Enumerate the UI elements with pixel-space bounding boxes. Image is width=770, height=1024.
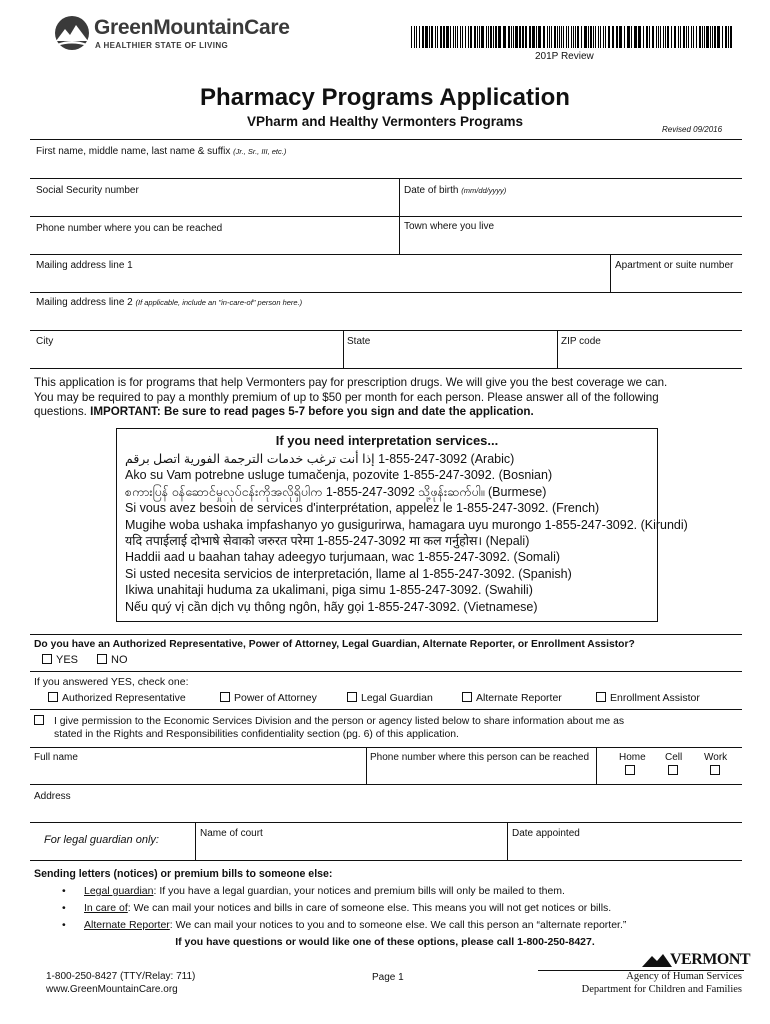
name-hint: (Jr., Sr., III, etc.) [233,147,287,156]
barcode-bar [566,26,567,48]
name-field-label[interactable] [36,146,286,157]
lang-french: Si vous avez besoin de services d'interprétation, appelez le 1-855-247-3092. (French) [125,501,600,516]
yes-checkbox-box[interactable] [42,654,52,664]
dob-hint: (mm/dd/yyyy) [461,186,507,195]
notice-term: Alternate Reporter [84,919,170,931]
barcode-bar [714,26,716,48]
divider [30,292,742,293]
notice-term: Legal guardian [84,885,154,897]
intro-line-1: This application is for programs that help Vermonters pay for prescription drugs. We will give you the best coverage we can. [34,376,668,389]
barcode-bar [581,26,582,48]
barcode-bar [702,26,703,48]
barcode-bar [508,26,510,48]
no-checkbox-box[interactable] [97,654,107,664]
phone-type-cell-label: Cell [665,752,683,763]
notice-text: : We can mail your notices and bills in care of someone else. This means you will not get notices or bills. [127,902,612,914]
page-title: Pharmacy Programs Application [200,84,570,111]
vermont-logo [538,950,751,970]
logo [54,14,294,56]
checkbox[interactable] [48,692,58,702]
option-enrollment-assistor[interactable] [596,692,700,704]
lang-kirundi: Mugihe woba ushaka impfashanyo yo gusigurirwa, hamagara uyu murongo 1-855-247-3092. (Kirundi) [125,517,688,532]
footer-contact [46,970,195,996]
barcode-bar [488,26,489,48]
option-authorized-representative[interactable] [48,692,186,704]
barcode-bar [479,26,480,48]
barcode-bar [588,26,589,48]
cell-checkbox[interactable] [668,765,678,775]
intro-important: IMPORTANT: Be sure to read pages 5-7 before you sign and date the application. [90,405,534,419]
barcode-bar [584,26,587,48]
barcode-bar [490,26,492,48]
barcode-bar [525,26,527,48]
barcode-graphic [411,26,733,48]
lang-bosnian: Ako su Vam potrebne usluge tumačenja, pozovite 1-855-247-3092. (Bosnian) [125,468,553,483]
bullet-icon: • [62,919,66,931]
barcode-bar [671,26,672,48]
option-legal-guardian[interactable] [347,692,433,704]
form-code: 201P Review [535,51,594,62]
barcode-bar [706,26,709,48]
barcode-bar [691,26,692,48]
interpretation-box [116,428,688,622]
barcode-bar [416,26,417,48]
barcode-bar [498,26,501,48]
phone-type-home-label: Home [619,752,646,763]
barcode-bar [557,26,558,48]
barcode-bar [665,26,666,48]
barcode-bar [468,26,469,48]
barcode-bar [543,26,545,48]
barcode-bar [460,26,461,48]
barcode-bar [462,26,463,48]
barcode-bar [658,26,659,48]
divider [30,860,742,861]
rep-full-name-label[interactable]: Full name [34,752,78,763]
option-label: Power of Attorney [234,692,317,704]
checkbox[interactable] [462,692,472,702]
barcode-bar [593,26,594,48]
barcode-bar [446,26,449,48]
footer-website[interactable]: www.GreenMountainCare.org [46,984,178,995]
barcode-bar [549,26,550,48]
mailing2-label-text: Mailing address line 2 [36,297,133,308]
barcode-bar [571,26,572,48]
divider [366,747,367,784]
footer-agency: Agency of Human Services [626,971,742,982]
barcode-bar [536,26,537,48]
barcode-bar [656,26,657,48]
divider [30,330,742,331]
home-checkbox[interactable] [625,765,635,775]
barcode-bar [455,26,456,48]
barcode-bar [481,26,484,48]
barcode-bar [431,26,433,48]
state-field-label[interactable]: State [347,336,371,347]
divider [399,216,400,254]
vermont-wordmark: VERMONT [670,951,751,968]
dob-field-label[interactable] [404,185,506,196]
barcode-bar [511,26,512,48]
barcode-bar [631,26,632,48]
barcode-bar [486,26,487,48]
rep-address-label[interactable]: Address [34,791,71,802]
barcode-bar [612,26,614,48]
page-subtitle: VPharm and Healthy Vermonters Programs [246,114,524,129]
barcode-bar [603,26,604,48]
mailing2-field-label[interactable] [36,297,302,308]
option-alternate-reporter[interactable] [462,692,562,704]
phone-field-label[interactable]: Phone number where you can be reached [36,223,223,234]
barcode-bar [688,26,689,48]
barcode-bar [551,26,552,48]
rep-phone-label[interactable]: Phone number where this person can be reached [370,752,590,763]
divider [30,709,742,710]
barcode-bar [493,26,494,48]
divider [343,330,344,368]
barcode-bar [693,26,694,48]
barcode-bar [495,26,497,48]
barcode-bar [538,26,541,48]
yes-checkbox[interactable] [42,654,78,666]
lang-burmese: စကားပြန် ဝန်ဆောင်မှုလုပ်ငန်းကိုအလိုရှိပါက 1-855-247-3092 သို့ဖုန်းဆက်ပါ။ (Burmese) [125,484,547,499]
barcode-bar [515,26,518,48]
barcode-bar [443,26,445,48]
permission-text [54,715,624,741]
barcode-bar [649,26,650,48]
barcode-bar [598,26,599,48]
date-appointed-label[interactable]: Date appointed [512,828,580,839]
barcode-bar [683,26,685,48]
barcode-bar [547,26,548,48]
logo-tagline: A HEALTHIER STATE OF LIVING [95,41,229,50]
barcode-bar [522,26,524,48]
divider [30,784,742,785]
intro-line-2: You may be required to pay a monthly premium of up to $50 per month for each person. Please answer all of the following [34,390,659,404]
barcode-bar [680,26,681,48]
notice-in-care-of [84,902,611,914]
intro-line-3-pre: questions. [34,405,87,419]
divider [507,822,508,860]
barcode-bar [643,26,644,48]
barcode-bar [457,26,458,48]
barcode-bar [568,26,569,48]
barcode-bar [600,26,601,48]
barcode-bar [728,26,729,48]
barcode-bar [425,26,428,48]
divider [30,634,742,635]
ssn-field-label[interactable]: Social Security number [36,185,139,196]
footer-phone: 1-800-250-8427 (TTY/Relay: 711) [46,971,196,982]
barcode-bar [605,26,606,48]
barcode-bar [519,26,521,48]
barcode-bar [470,26,472,48]
notice-text: : If you have a legal guardian, your notices and premium bills will only be mailed to them. [153,885,565,897]
form-top-border [30,139,742,140]
option-label: Legal Guardian [361,692,433,704]
work-checkbox[interactable] [710,765,720,775]
barcode-bar [577,26,579,48]
logo-name: GreenMountainCare [94,16,290,39]
barcode-bar [513,26,514,48]
lang-nepali: यदि तपाईलाई दोभाषे सेवाको जरुरत परेमा 1-855-247-3092 मा कल गर्नुहोस। (Nepali) [125,534,530,549]
barcode-bar [686,26,687,48]
notices-call: If you have questions or would like one of these options, please call 1-800-250-8427. [175,936,595,948]
notices-title: Sending letters (notices) or premium bills to someone else: [34,868,333,880]
dob-label-text: Date of birth [404,185,459,196]
barcode-bar [595,26,596,48]
name-label-text: First name, middle name, last name & suffix [36,146,231,157]
notice-alternate-reporter [84,919,626,931]
barcode-bar [660,26,661,48]
barcode-bar [704,26,705,48]
divider [399,178,400,216]
barcode-bar [608,26,610,48]
interpretation-title: If you need interpretation services... [275,433,499,448]
barcode-bar [725,26,727,48]
barcode-bar [465,26,466,48]
notice-term: In care of [84,902,128,914]
barcode-bar [667,26,669,48]
checkbox[interactable] [220,692,230,702]
barcode-bar [699,26,701,48]
bullet-icon: • [62,902,66,914]
phone-type-work-label: Work [704,752,728,763]
divider [30,178,742,179]
barcode-bar [627,26,630,48]
barcode-bar [730,26,732,48]
barcode-bar [429,26,430,48]
permission-checkbox[interactable] [34,715,44,725]
barcode-bar [696,26,697,48]
divider [30,254,742,255]
option-power-of-attorney[interactable] [220,692,317,704]
barcode-bar [561,26,562,48]
mountain-logo-icon [54,14,90,52]
barcode-bar [590,26,592,48]
no-label: NO [111,654,128,666]
barcode-bar [453,26,454,48]
barcode-bar [532,26,535,48]
option-label: Alternate Reporter [476,692,562,704]
checkbox[interactable] [596,692,606,702]
divider [30,747,742,748]
barcode-bar [634,26,637,48]
intro-paragraph [34,376,744,420]
barcode-bar [722,26,723,48]
legal-guardian-only-label: For legal guardian only: [44,834,159,846]
lang-arabic: (Arabic) 1-855-247-3092 إذا أنت ترغب خدمات الترجمة الفورية اتصل برقم [125,452,515,466]
barcode-bar [419,26,420,48]
divider [610,254,611,292]
if-yes-label: If you answered YES, check one: [34,676,189,688]
page-number: Page 1 [372,972,404,983]
court-name-label[interactable]: Name of court [200,828,263,839]
barcode-bar [422,26,424,48]
barcode-bar [411,26,412,48]
no-checkbox[interactable] [97,654,128,666]
divider [596,747,597,784]
divider [30,671,742,672]
divider [30,368,742,369]
notice-legal-guardian [84,885,565,897]
city-field-label[interactable]: City [36,336,54,347]
notice-text: : We can mail your notices to you and to someone else. We call this person an “alternate reporter.” [169,919,627,931]
lang-spanish: Si usted necesita servicios de interpretación, llame al 1-855-247-3092. (Spanish) [125,566,572,581]
lang-vietnamese: Nếu quý vị cần dịch vụ thông ngôn, hãy gọi 1-855-247-3092. (Vietnamese) [125,599,538,614]
barcode-bar [477,26,478,48]
footer-department: Department for Children and Families [581,984,742,995]
barcode-bar [450,26,451,48]
barcode-bar [414,26,415,48]
barcode-bar [440,26,442,48]
barcode-bar [663,26,664,48]
barcode-bar [624,26,625,48]
mailing2-hint: (If applicable, include an "in-care-of" person here.) [135,298,303,307]
barcode-bar [573,26,574,48]
barcode-bar [710,26,711,48]
barcode-bar [474,26,476,48]
lang-somali: Haddii aad u baahan tahay adeegyo turjumaan, wac 1-855-247-3092. (Somali) [125,550,561,565]
barcode-bar [554,26,556,48]
divider [195,822,196,860]
zip-field-label[interactable]: ZIP code [561,336,601,347]
divider [557,330,558,368]
barcode-bar [529,26,531,48]
yes-label: YES [56,654,79,666]
barcode-bar [638,26,641,48]
permission-line-1: I give permission to the Economic Services Division and the person or agency listed below to share information about me as [54,716,625,727]
barcode-bar [619,26,622,48]
lang-swahili: Ikiwa unahitaji huduma za ukalimani, piga simu 1-855-247-3092. (Swahili) [125,583,533,598]
permission-line-2: stated in the Rights and Responsibilities confidentiality section (pg. 6) of this application. [54,729,459,740]
barcode-bar [678,26,679,48]
barcode-bar [616,26,618,48]
revised-date: Revised 09/2016 [662,125,723,134]
barcode-bar [559,26,560,48]
barcode-bar [437,26,438,48]
barcode-bar [717,26,720,48]
apt-field-label[interactable]: Apartment or suite number [615,260,734,271]
checkbox[interactable] [347,692,357,702]
bullet-icon: • [62,885,66,897]
barcode-bar [646,26,648,48]
barcode-bar [435,26,436,48]
intro-line-3 [34,405,744,420]
barcode [411,26,733,48]
divider [30,822,742,823]
barcode-bar [712,26,713,48]
town-field-label[interactable]: Town where you live [404,221,495,232]
mailing1-field-label[interactable]: Mailing address line 1 [36,260,133,271]
barcode-bar [563,26,564,48]
barcode-bar [652,26,654,48]
barcode-bar [503,26,506,48]
barcode-bar [674,26,676,48]
auth-rep-question: Do you have an Authorized Representative, Power of Attorney, Legal Guardian, Alternate Reporter, or Enrollment Assistor? [34,639,635,650]
barcode-bar [575,26,576,48]
option-label: Authorized Representative [62,692,186,704]
divider [30,216,742,217]
vermont-mountain-icon [642,953,672,967]
option-label: Enrollment Assistor [610,692,700,704]
